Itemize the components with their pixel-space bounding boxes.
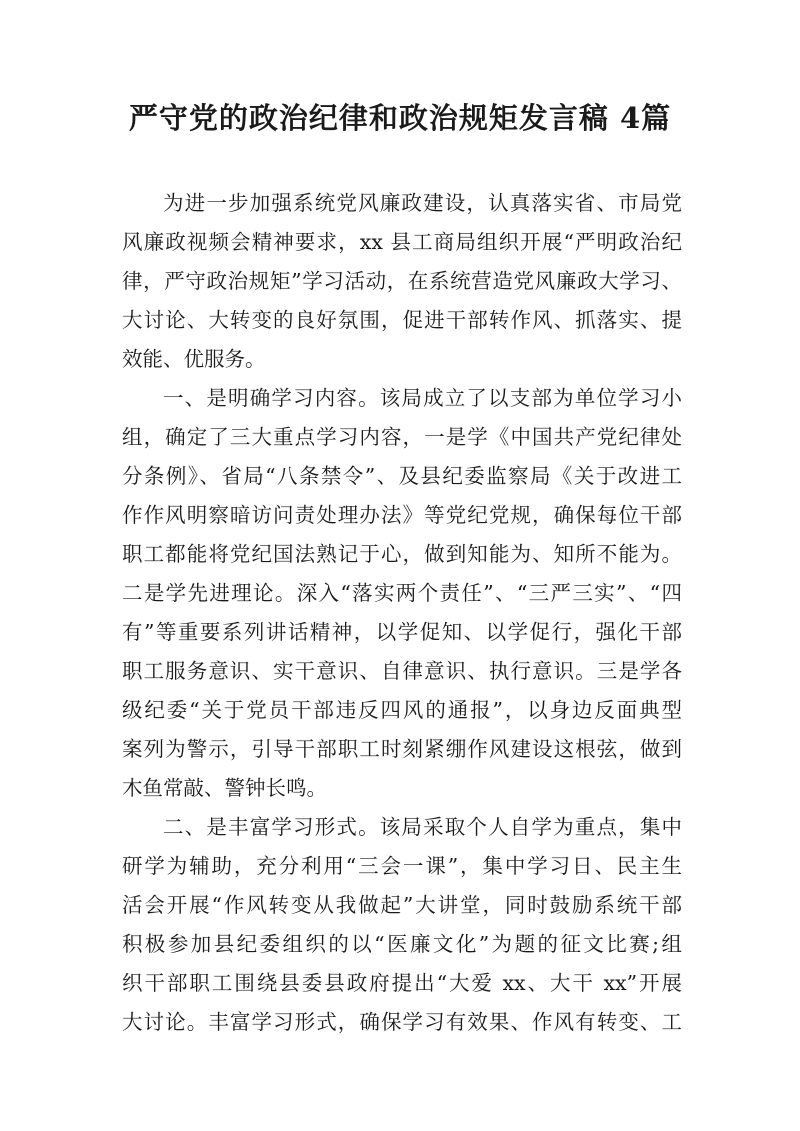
paragraph-section-two: [122, 808, 682, 1042]
text-line: 木鱼常敲、警钟长鸣。: [122, 776, 327, 800]
paragraph-section-one: [122, 379, 682, 808]
text-line: 级纪委“关于党员干部违反四风的通报”，以身边反面典型: [122, 698, 682, 722]
text-line: 一、是明确学习内容。该局成立了以支部为单位学习小: [163, 386, 682, 410]
text-line: 职工都能将党纪国法熟记于心，做到知能为、知所不能为。: [122, 542, 682, 566]
text-line: 大讨论、大转变的良好氛围，促进干部转作风、抓落实、提: [122, 308, 682, 332]
text-line: 组，确定了三大重点学习内容，一是学《中国共产党纪律处: [122, 425, 682, 449]
text-line: 作作风明察暗访问责处理办法》等党纪党规，确保每位干部: [122, 503, 682, 527]
text-line: 积极参加县纪委组织的以“医廉文化”为题的征文比赛;组: [122, 932, 682, 956]
text-line: 有”等重要系列讲话精神，以学促知、以学促行，强化干部: [122, 620, 682, 644]
text-line: 二、是丰富学习形式。该局采取个人自学为重点，集中: [163, 815, 682, 839]
text-line: 二是学先进理论。深入“落实两个责任”、“三严三实”、“四: [122, 581, 682, 605]
text-line: 风廉政视频会精神要求，xx 县工商局组织开展“严明政治纪: [122, 230, 682, 254]
paragraph-intro: [122, 184, 682, 379]
text-line: 律，严守政治规矩”学习活动，在系统营造党风廉政大学习、: [122, 269, 682, 293]
document-body: [122, 184, 682, 1042]
document-title: 严守党的政治纪律和政治规矩发言稿 4篇: [128, 101, 672, 135]
text-line: 分条例》、省局“八条禁令”、及县纪委监察局《关于改进工: [122, 464, 682, 488]
text-line: 案列为警示，引导干部职工时刻紧绷作风建设这根弦，做到: [122, 737, 682, 761]
text-line: 效能、优服务。: [122, 347, 266, 371]
text-line: 研学为辅助，充分利用“三会一课”，集中学习日、民主生: [122, 854, 682, 878]
text-line: 为进一步加强系统党风廉政建设，认真落实省、市局党: [163, 191, 682, 215]
text-line: 职工服务意识、实干意识、自律意识、执行意识。三是学各: [122, 659, 682, 683]
text-line: 大讨论。丰富学习形式，确保学习有效果、作风有转变、工: [122, 1010, 682, 1034]
text-line: 织干部职工围绕县委县政府提出“大爱 xx、大干 xx”开展: [122, 971, 682, 995]
text-line: 活会开展“作风转变从我做起”大讲堂，同时鼓励系统干部: [122, 893, 682, 917]
